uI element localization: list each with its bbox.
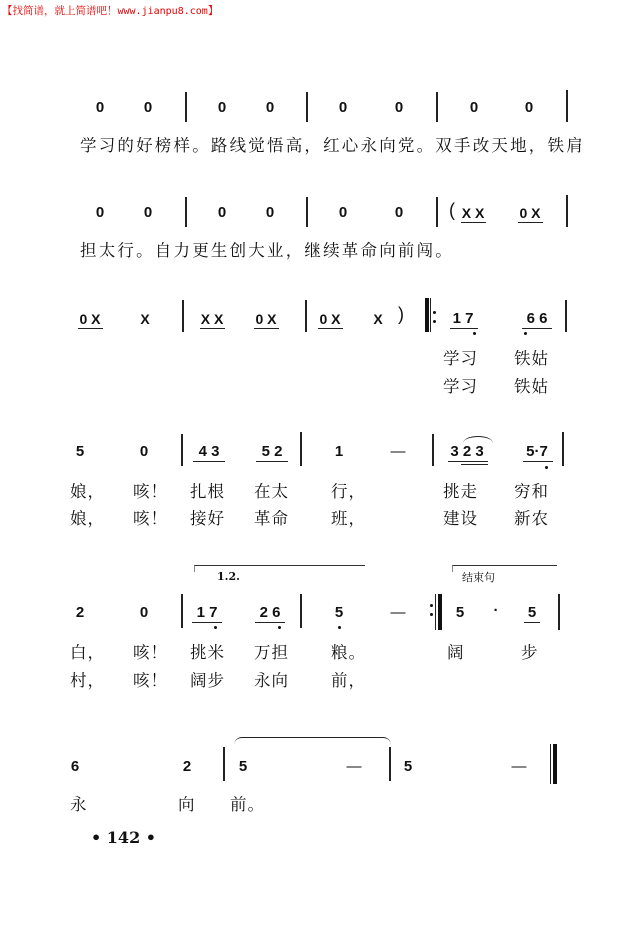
barline	[558, 594, 560, 630]
note-group: 0 X	[255, 311, 277, 327]
barline	[432, 434, 434, 466]
lyrics-line: 担太行。自力更生创大业，继续革命向前闯。	[80, 241, 454, 260]
note: 1	[334, 443, 344, 460]
open-paren: (	[449, 200, 455, 220]
note: 0	[217, 204, 227, 221]
underline	[78, 328, 103, 329]
lyric: 挑米	[190, 643, 225, 662]
lyric: 行，	[331, 482, 366, 501]
note-group: X X	[461, 205, 485, 221]
note: 5	[75, 443, 85, 460]
note: 0	[469, 99, 479, 116]
note: 0	[139, 604, 149, 621]
note: 2	[75, 604, 85, 621]
repeat-start-barline	[425, 298, 429, 332]
volta-label: 1.2.	[217, 570, 240, 583]
barline	[223, 747, 225, 781]
underline	[524, 622, 540, 623]
barline	[305, 300, 307, 332]
lyric: 阔	[447, 643, 465, 662]
note: 0	[143, 99, 153, 116]
lyric: 铁姑	[514, 349, 549, 368]
dot-duration: ·	[493, 602, 499, 619]
underline	[448, 461, 488, 462]
lyric: 咳！	[133, 671, 168, 690]
ending-label: 结束句	[462, 571, 495, 584]
tie	[234, 737, 391, 746]
dash: —	[346, 758, 362, 775]
lyric: 学习	[443, 377, 478, 396]
underline	[522, 328, 552, 329]
barline	[181, 434, 183, 466]
underline	[254, 328, 279, 329]
note: 0	[139, 443, 149, 460]
barline	[562, 432, 564, 466]
note: 5	[455, 604, 465, 621]
dash: —	[511, 758, 527, 775]
lyric: 学习	[443, 349, 478, 368]
lyric: 扎根	[190, 482, 225, 501]
final-barline-thick	[553, 744, 557, 784]
barline	[566, 195, 568, 227]
underline	[255, 622, 285, 623]
note: 5	[238, 758, 248, 775]
lyric: 娘，	[70, 482, 105, 501]
underline	[450, 328, 478, 329]
lyric: 向	[178, 795, 196, 814]
barline	[566, 90, 568, 122]
repeat-dots	[433, 311, 436, 323]
lyric: 建设	[443, 509, 478, 528]
repeat-dots	[430, 604, 433, 616]
underline	[518, 222, 543, 223]
repeat-end-barline	[438, 594, 442, 630]
note: X	[373, 311, 383, 327]
lyric: 阔步	[190, 671, 225, 690]
note-group: 5 2	[261, 443, 283, 460]
banner-url[interactable]: www.jianpu8.com	[117, 6, 208, 17]
lyric: 挑走	[443, 482, 478, 501]
note-group: 3 2 3	[450, 443, 484, 460]
barline	[306, 92, 308, 122]
barline	[185, 92, 187, 122]
lyric: 铁姑	[514, 377, 549, 396]
barline	[389, 747, 391, 781]
barline	[436, 92, 438, 122]
slur	[463, 436, 493, 443]
lyric: 娘，	[70, 509, 105, 528]
lyric: 穷和	[514, 482, 549, 501]
lyrics-line: 学习的好榜样。路线觉悟高，红心永向党。双手改天地，铁肩	[80, 136, 585, 155]
note-group: 2 6	[259, 604, 281, 621]
site-banner[interactable]	[2, 3, 218, 18]
lyric: 永	[70, 795, 88, 814]
note-group: 1 7	[452, 310, 474, 327]
note: 0	[143, 204, 153, 221]
lyric: 咳！	[133, 482, 168, 501]
lyric: 前。	[230, 795, 265, 814]
note: 6	[70, 758, 80, 775]
note-group: 4 3	[198, 443, 220, 460]
note-group: 0 X	[79, 311, 101, 327]
banner-text: 【找简谱，就上简谱吧！	[2, 5, 118, 17]
underline	[256, 461, 288, 462]
note-group: 5·7	[526, 443, 548, 460]
underline	[192, 622, 222, 623]
note: 0	[394, 204, 404, 221]
barline	[181, 594, 183, 628]
lyric: 前，	[331, 671, 366, 690]
note: 2	[182, 758, 192, 775]
lyric: 班，	[331, 509, 366, 528]
lyric: 白，	[70, 643, 105, 662]
barline	[436, 197, 438, 227]
barline	[565, 300, 567, 332]
page-number: • 142 •	[91, 828, 156, 847]
barline	[185, 197, 187, 227]
barline	[300, 432, 302, 466]
note-group: 0 X	[519, 205, 541, 221]
note-group: 6 6	[526, 310, 548, 327]
underline	[193, 461, 225, 462]
note-group: 1 7	[196, 604, 218, 621]
lyric: 革命	[254, 509, 289, 528]
low-octave-dot	[524, 332, 527, 335]
note: 0	[265, 99, 275, 116]
low-octave-dot	[473, 332, 476, 335]
note: 5	[403, 758, 413, 775]
note: 0	[338, 99, 348, 116]
note-group: X X	[200, 311, 224, 327]
lyric: 接好	[190, 509, 225, 528]
note: 0	[265, 204, 275, 221]
lyric: 咳！	[133, 509, 168, 528]
banner-close: 】	[207, 5, 219, 17]
note: 5	[334, 604, 344, 621]
note: 0	[338, 204, 348, 221]
note: 0	[524, 99, 534, 116]
lyric: 村，	[70, 671, 105, 690]
underline	[461, 222, 486, 223]
low-octave-dot	[545, 466, 548, 469]
note: 0	[394, 99, 404, 116]
underline	[200, 328, 225, 329]
low-octave-dot	[338, 626, 341, 629]
repeat-start-thin	[430, 298, 431, 332]
lyric: 步	[521, 643, 539, 662]
underline	[318, 328, 343, 329]
note: 5	[527, 604, 537, 621]
lyric: 永向	[254, 671, 289, 690]
lyric: 咳！	[133, 643, 168, 662]
dash: —	[390, 443, 406, 460]
final-barline-thin	[550, 744, 551, 784]
barline	[306, 197, 308, 227]
barline	[182, 300, 184, 332]
underline	[523, 461, 553, 462]
lyric: 粮。	[331, 643, 366, 662]
low-octave-dot	[214, 626, 217, 629]
low-octave-dot	[278, 626, 281, 629]
note: X	[140, 311, 150, 327]
note: 0	[95, 99, 105, 116]
lyric: 在太	[254, 482, 289, 501]
repeat-end-thin	[435, 594, 436, 630]
dash: —	[390, 604, 406, 621]
barline	[300, 594, 302, 628]
lyric: 万担	[254, 643, 289, 662]
note: 0	[217, 99, 227, 116]
lyric: 新农	[514, 509, 549, 528]
note-group: 0 X	[319, 311, 341, 327]
note: 0	[95, 204, 105, 221]
close-paren: )	[398, 304, 404, 324]
double-underline	[461, 464, 488, 465]
